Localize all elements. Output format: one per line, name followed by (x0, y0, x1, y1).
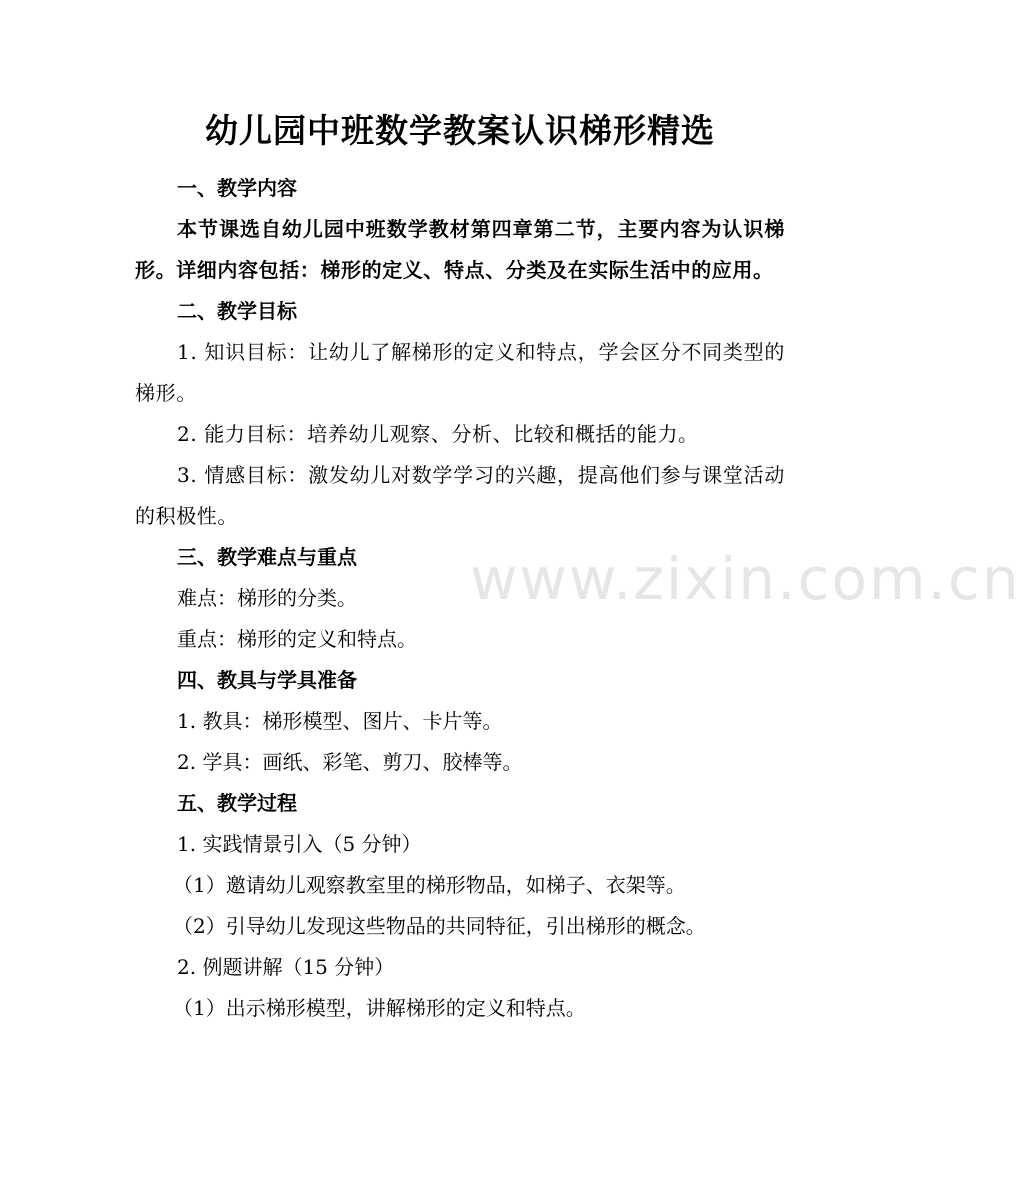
objective-item-emotion: 3. 情感目标：激发幼儿对数学学习的兴趣，提高他们参与课堂活动的积极性。 (135, 463, 785, 528)
process-step-2: 2. 例题讲解（15 分钟） (177, 955, 395, 979)
process-step-2-a: （1）出示梯形模型，讲解梯形的定义和特点。 (173, 996, 586, 1020)
section-heading-process: 五、教学过程 (177, 791, 297, 815)
document-title: 幼儿园中班数学教案认识梯形精选 (205, 111, 715, 150)
difficulty-text: 难点：梯形的分类。 (177, 586, 357, 610)
section-heading-objectives: 二、教学目标 (177, 299, 297, 323)
process-step-1: 1. 实践情景引入（5 分钟） (177, 832, 422, 856)
section-heading-content: 一、教学内容 (177, 176, 297, 200)
objective-item-ability: 2. 能力目标：培养幼儿观察、分析、比较和概括的能力。 (177, 422, 699, 446)
section-paragraph-content: 本节课选自幼儿园中班数学教材第四章第二节，主要内容为认识梯形。详细内容包括：梯形的定义、特点、分类及在实际生活中的应用。 (135, 217, 785, 282)
objective-item-knowledge: 1. 知识目标：让幼儿了解梯形的定义和特点，学会区分不同类型的梯形。 (135, 340, 785, 405)
section-heading-materials: 四、教具与学具准备 (177, 668, 357, 692)
process-step-1-b: （2）引导幼儿发现这些物品的共同特征，引出梯形的概念。 (173, 914, 706, 938)
section-heading-difficulty: 三、教学难点与重点 (177, 545, 357, 569)
watermark-text: www.zixin.com.cn (470, 545, 1021, 613)
document-body (135, 168, 785, 1029)
materials-item-student: 2. 学具：画纸、彩笔、剪刀、胶棒等。 (177, 750, 523, 774)
key-point-text: 重点：梯形的定义和特点。 (177, 627, 417, 651)
materials-item-teacher: 1. 教具：梯形模型、图片、卡片等。 (177, 709, 503, 733)
process-step-1-a: （1）邀请幼儿观察教室里的梯形物品，如梯子、衣架等。 (173, 873, 686, 897)
